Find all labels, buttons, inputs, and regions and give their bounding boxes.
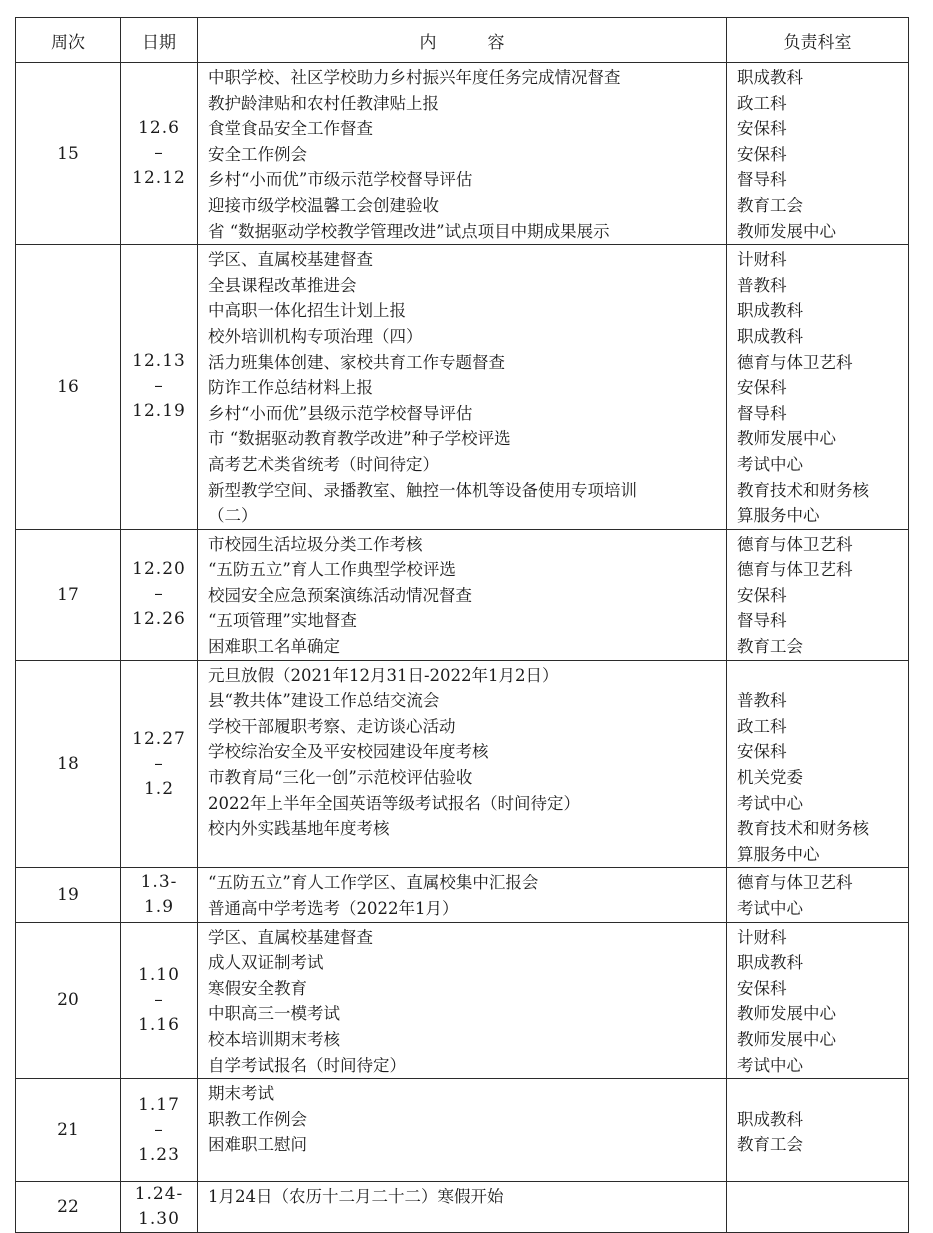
dept-item: 算服务中心 <box>737 506 820 526</box>
content-item: 中职学校、社区学校助力乡村振兴年度任务完成情况督查 <box>208 68 621 87</box>
week-cell: 15 <box>16 63 121 245</box>
date-line: – <box>154 143 164 164</box>
content-item: 乡村“小而优”县级示范学校督导评估 <box>208 403 473 423</box>
date-line: 1.3- <box>140 872 178 892</box>
date-line: 12.13 <box>132 351 186 372</box>
content-item: 市教育局“三化一创”示范校评估验收 <box>208 768 473 788</box>
date-cell <box>121 63 198 245</box>
date-line: 12.6 <box>138 118 180 139</box>
dept-item <box>727 663 908 689</box>
dept-cell <box>727 868 909 922</box>
dept-item: 职成教科 <box>737 953 803 973</box>
dept-item: 职成教科 <box>737 68 803 87</box>
dept-cell <box>727 1182 909 1233</box>
date-line: – <box>154 753 164 774</box>
dept-item: 计财科 <box>737 927 787 947</box>
table-row <box>16 63 909 245</box>
table-row <box>16 1079 909 1182</box>
content-cell <box>198 922 727 1079</box>
content-item: 乡村“小而优”市级示范学校督导评估 <box>208 170 473 190</box>
content-cell <box>198 660 727 868</box>
date-cell <box>121 1182 198 1233</box>
content-item: 食堂食品安全工作督查 <box>208 119 373 139</box>
dept-item: 考试中心 <box>737 1055 803 1075</box>
date-cell <box>121 245 198 530</box>
content-item: 防诈工作总结材料上报 <box>208 378 373 398</box>
date-line: – <box>154 1119 164 1140</box>
content-item: 市校园生活垃圾分类工作考核 <box>208 534 423 554</box>
week-cell: 19 <box>16 868 121 922</box>
dept-item: 普教科 <box>737 691 787 711</box>
content-item: 元旦放假（2021年12月31日-2022年1月2日） <box>208 665 559 685</box>
content-item: 省 “数据驱动学校教学管理改进”试点项目中期成果展示 <box>208 221 610 241</box>
week-cell: 16 <box>16 245 121 530</box>
date-cell <box>121 660 198 868</box>
dept-item: 德育与体卫艺科 <box>737 873 853 893</box>
week-cell: 17 <box>16 529 121 660</box>
schedule-table <box>15 17 909 1233</box>
content-item: 校外培训机构专项治理（四） <box>208 326 423 346</box>
date-line: 1.24- <box>134 1184 184 1205</box>
dept-item <box>727 1184 908 1210</box>
dept-item: 教育工会 <box>737 195 803 215</box>
table-row <box>16 922 909 1079</box>
content-cell <box>198 1182 727 1233</box>
content-item: 学校综治安全及平安校园建设年度考核 <box>208 742 489 762</box>
content-item: 1月24日（农历十二月二十二）寒假开始 <box>208 1187 504 1207</box>
date-line: 12.20 <box>132 559 186 580</box>
dept-item: 教师发展中心 <box>737 1004 836 1024</box>
header-row <box>16 18 909 63</box>
content-cell <box>198 245 727 530</box>
table-row <box>16 660 909 868</box>
content-item: 中高职一体化招生计划上报 <box>208 301 406 321</box>
date-line: – <box>154 376 164 397</box>
content-item: 自学考试报名（时间待定） <box>208 1055 406 1075</box>
dept-item: 督导科 <box>737 611 787 631</box>
date-line: 1.9 <box>143 897 175 917</box>
dept-cell <box>727 245 909 530</box>
content-item: 校本培训期末考核 <box>208 1029 340 1049</box>
week-cell: 20 <box>16 922 121 1079</box>
dept-item: 计财科 <box>737 250 787 270</box>
content-item: 学区、直属校基建督查 <box>208 927 373 947</box>
dept-item: 督导科 <box>737 170 787 190</box>
content-item: 普通高中学考选考（2022年1月） <box>208 899 459 918</box>
date-cell <box>121 868 198 922</box>
dept-item: 安保科 <box>737 144 787 164</box>
content-item <box>198 842 726 868</box>
content-item: 困难职工慰问 <box>208 1135 307 1155</box>
content-cell <box>198 868 727 922</box>
dept-cell <box>727 660 909 868</box>
dept-item: 教育工会 <box>737 1135 803 1155</box>
dept-item: 考试中心 <box>737 793 803 813</box>
dept-item: 教育技术和财务核 <box>737 819 869 839</box>
header-dept: 负责科室 <box>727 18 909 63</box>
content-item: 中职高三一模考试 <box>208 1004 340 1024</box>
content-item: “五防五立”育人工作学区、直属校集中汇报会 <box>208 873 539 893</box>
dept-item: 职成教科 <box>737 1109 803 1129</box>
content-item: 高考艺术类省统考（时间待定） <box>208 454 439 474</box>
content-item: 职教工作例会 <box>208 1109 307 1129</box>
dept-item: 教师发展中心 <box>737 221 836 241</box>
header-week: 周次 <box>16 18 121 63</box>
week-cell: 22 <box>16 1182 121 1233</box>
dept-item: 德育与体卫艺科 <box>737 560 853 580</box>
content-cell <box>198 1079 727 1182</box>
date-line: 1.30 <box>138 1209 180 1230</box>
date-line: 12.26 <box>132 609 186 630</box>
dept-cell <box>727 63 909 245</box>
week-cell: 21 <box>16 1079 121 1182</box>
date-line: 12.19 <box>132 401 186 422</box>
table-row <box>16 868 909 922</box>
date-line: 1.10 <box>138 964 180 985</box>
table-row <box>16 1182 909 1233</box>
content-cell <box>198 63 727 245</box>
content-item: 市 “数据驱动教育教学改进”种子学校评选 <box>208 429 511 449</box>
date-cell <box>121 529 198 660</box>
date-line: 1.23 <box>138 1144 180 1165</box>
content-item: 成人双证制考试 <box>208 953 324 973</box>
dept-item: 督导科 <box>737 403 787 423</box>
content-item: 全县课程改革推进会 <box>208 275 357 295</box>
dept-cell <box>727 922 909 1079</box>
week-cell: 18 <box>16 660 121 868</box>
date-line: 1.2 <box>143 778 175 799</box>
dept-item: 教师发展中心 <box>737 1029 836 1049</box>
dept-cell <box>727 529 909 660</box>
content-item: 校园安全应急预案演练活动情况督查 <box>208 585 472 605</box>
header-date: 日期 <box>121 18 198 63</box>
content-item: 学校干部履职考察、走访谈心活动 <box>208 716 456 736</box>
dept-item: 教师发展中心 <box>737 429 836 449</box>
content-item: “五防五立”育人工作典型学校评选 <box>208 560 456 580</box>
content-item: 2022年上半年全国英语等级考试报名（时间待定） <box>208 793 580 813</box>
dept-item: 政工科 <box>737 93 787 113</box>
content-item: 期末考试 <box>208 1084 274 1104</box>
date-line: – <box>154 584 164 605</box>
dept-item: 安保科 <box>737 378 787 398</box>
date-line: 1.16 <box>138 1014 180 1035</box>
date-line: – <box>154 989 164 1010</box>
dept-item: 安保科 <box>737 119 787 139</box>
table-row <box>16 529 909 660</box>
content-item: 安全工作例会 <box>208 144 307 164</box>
header-content: 内 容 <box>198 18 727 63</box>
dept-item: 教育技术和财务核 <box>737 480 869 500</box>
date-line: 12.27 <box>132 728 186 749</box>
dept-item: 机关党委 <box>737 768 803 788</box>
dept-item: 考试中心 <box>737 454 803 474</box>
table-row <box>16 245 909 530</box>
content-item: 教护龄津贴和农村任教津贴上报 <box>208 93 439 113</box>
content-item: 新型教学空间、录播教室、触控一体机等设备使用专项培训 <box>208 480 637 500</box>
dept-item <box>727 1081 908 1107</box>
dept-item: 职成教科 <box>737 326 803 346</box>
content-item: （二） <box>208 506 258 526</box>
dept-item: 教育工会 <box>737 637 803 657</box>
date-line: 1.17 <box>138 1094 180 1115</box>
date-cell <box>121 922 198 1079</box>
content-item: 活力班集体创建、家校共育工作专题督查 <box>208 352 505 372</box>
date-cell <box>121 1079 198 1182</box>
content-item: 校内外实践基地年度考核 <box>208 819 390 839</box>
content-item: 寒假安全教育 <box>208 978 307 998</box>
content-item: 迎接市级学校温馨工会创建验收 <box>208 195 439 215</box>
dept-item: 安保科 <box>737 742 787 762</box>
dept-item: 算服务中心 <box>737 844 820 864</box>
dept-item: 安保科 <box>737 978 787 998</box>
dept-item: 德育与体卫艺科 <box>737 352 853 372</box>
date-line: 12.12 <box>132 168 186 189</box>
dept-item: 考试中心 <box>737 899 803 918</box>
content-item: 县“教共体”建设工作总结交流会 <box>208 691 440 711</box>
content-item: 困难职工名单确定 <box>208 637 340 657</box>
dept-item: 政工科 <box>737 716 787 736</box>
dept-item: 职成教科 <box>737 301 803 321</box>
content-item: “五项管理”实地督查 <box>208 611 357 631</box>
dept-item: 普教科 <box>737 275 787 295</box>
dept-cell <box>727 1079 909 1182</box>
content-item: 学区、直属校基建督查 <box>208 250 373 270</box>
dept-item: 德育与体卫艺科 <box>737 534 853 554</box>
content-cell <box>198 529 727 660</box>
dept-item: 安保科 <box>737 585 787 605</box>
